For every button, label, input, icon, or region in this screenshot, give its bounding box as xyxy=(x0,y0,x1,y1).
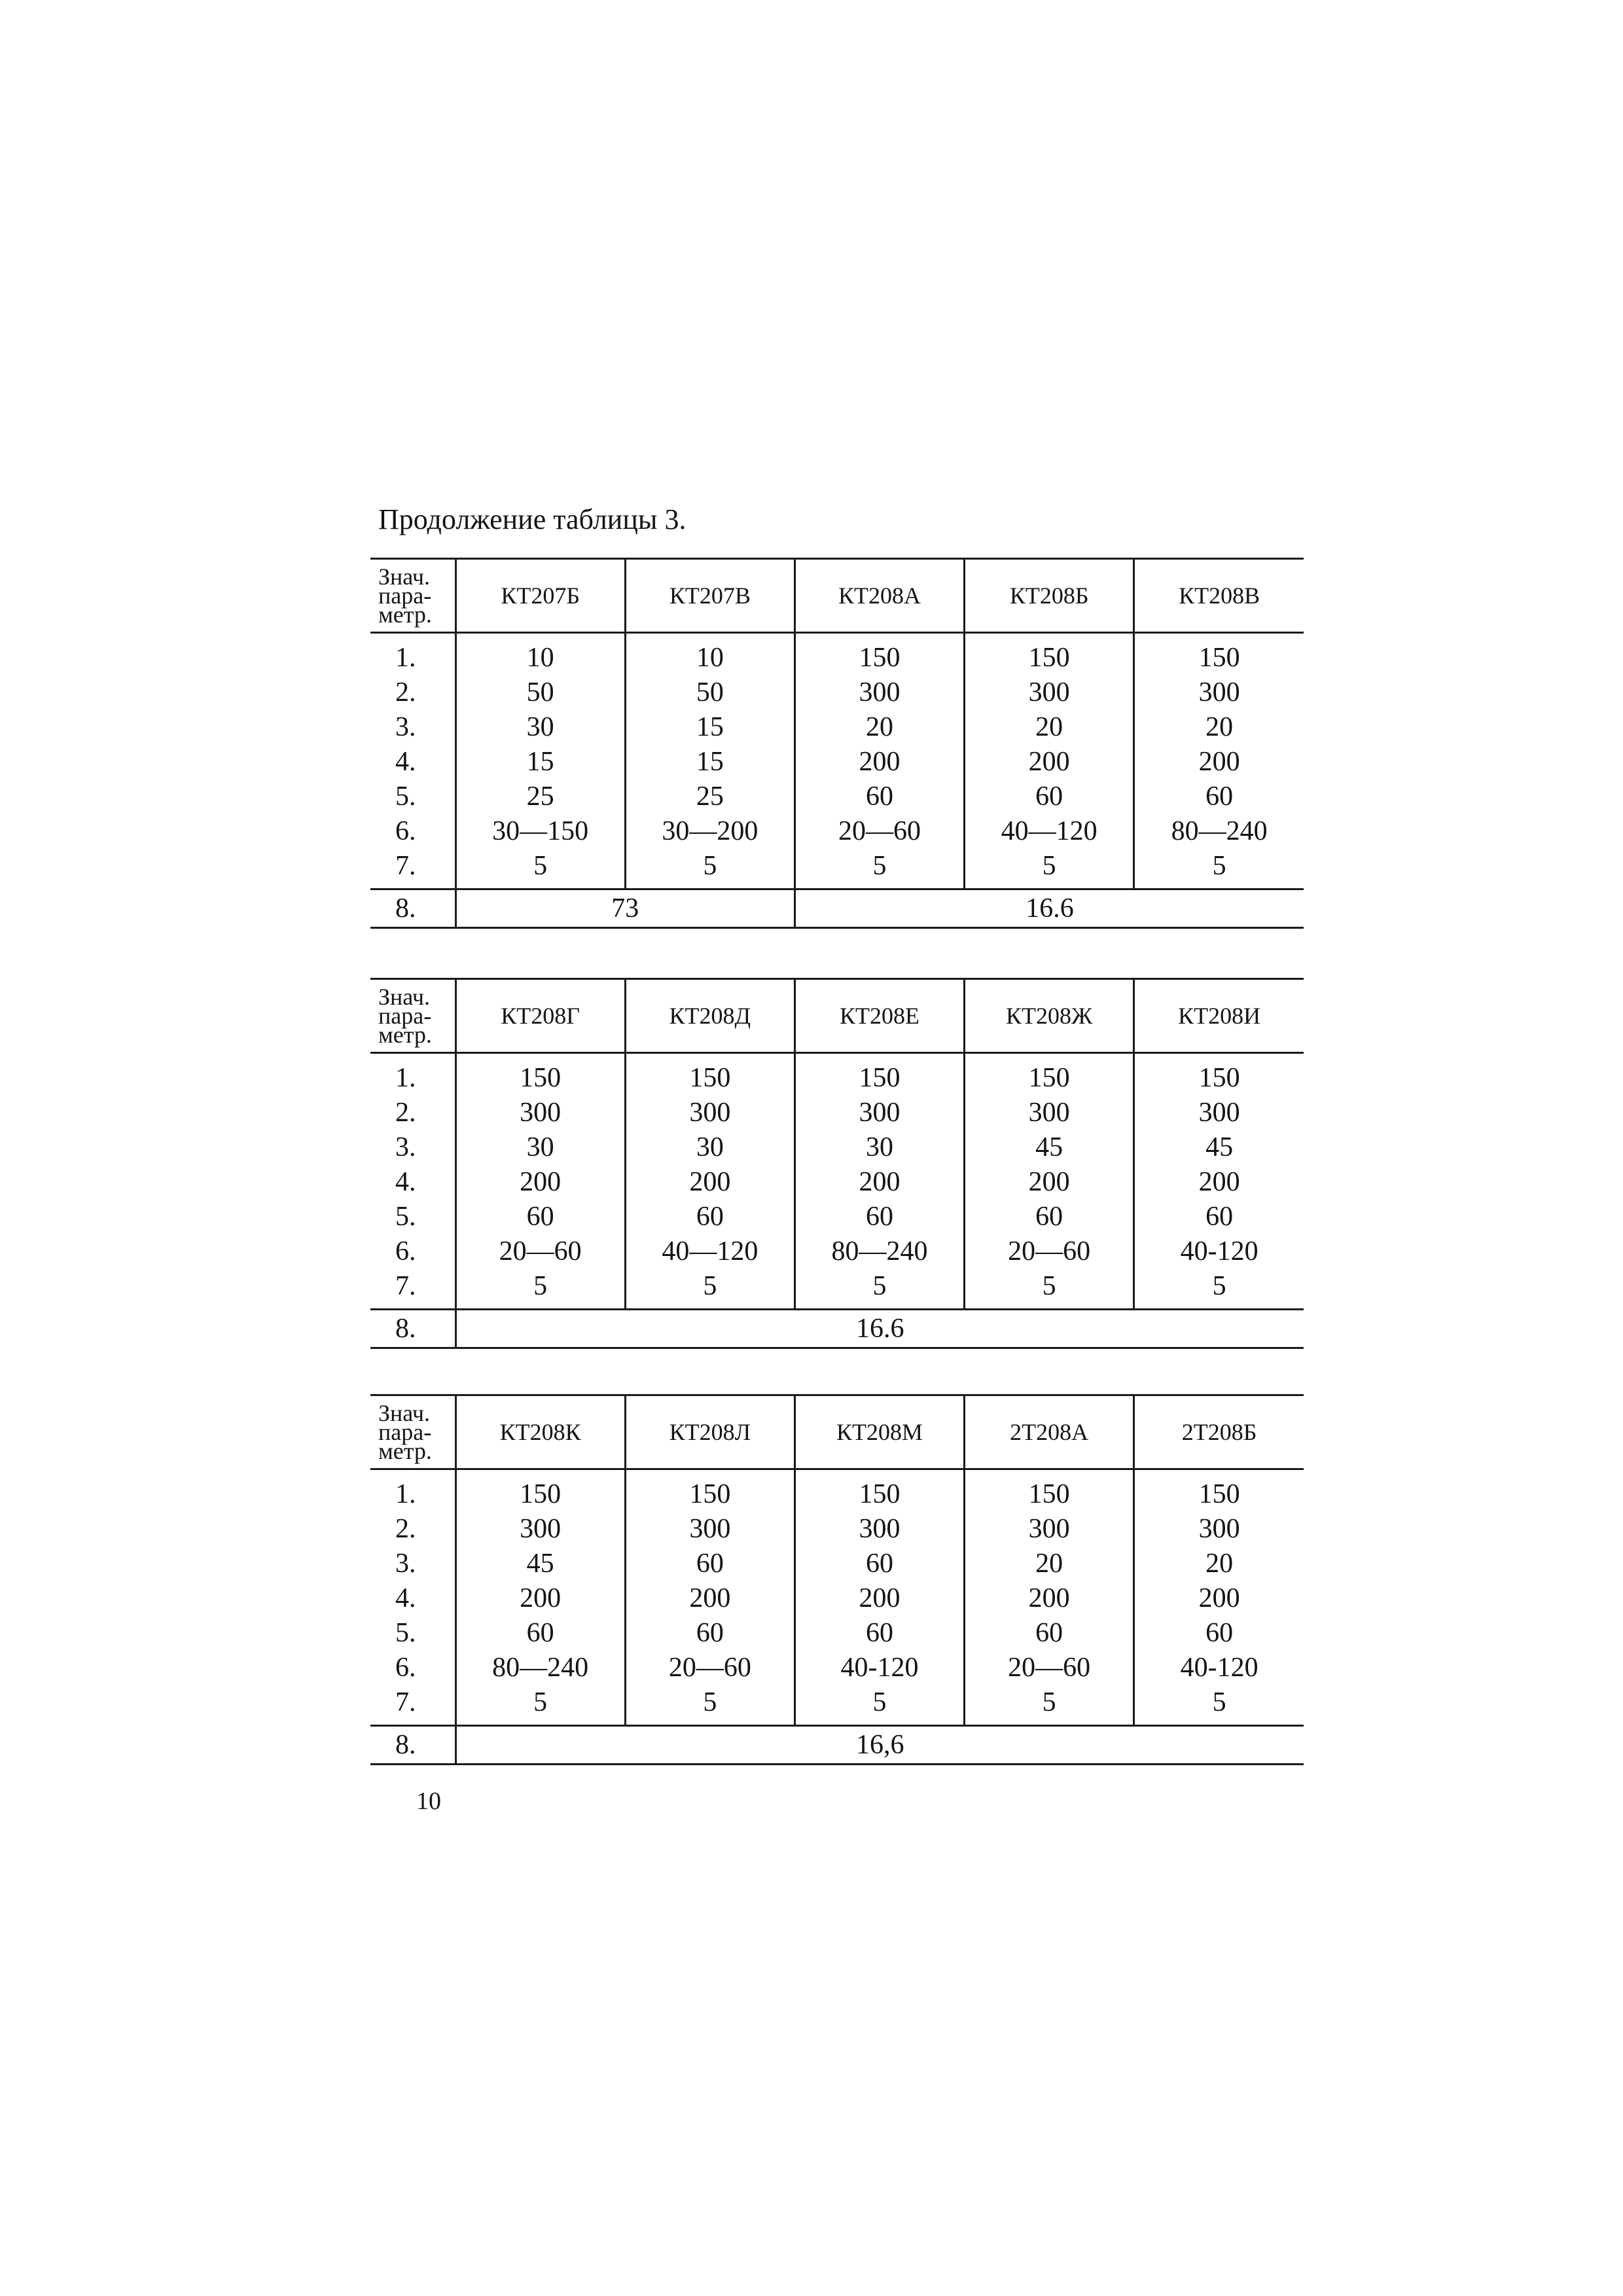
table-cell: 60 xyxy=(625,1199,794,1234)
table-cell: 300 xyxy=(1134,1095,1304,1130)
table-cell: 300 xyxy=(625,1511,794,1546)
row-number: 2. xyxy=(395,1513,416,1544)
table-cell: 150 xyxy=(965,1053,1134,1096)
table-cell: 300 xyxy=(965,675,1134,709)
table-cell: 150 xyxy=(1134,1053,1304,1096)
row-number: 1. xyxy=(395,642,416,673)
table-row xyxy=(370,1469,1304,1512)
table-cell: 30 xyxy=(455,709,625,744)
table-cell: 150 xyxy=(625,1469,794,1512)
table-cell: 15 xyxy=(455,744,625,779)
table-row xyxy=(370,1199,1304,1234)
table-row xyxy=(370,1546,1304,1581)
table-cell: 60 xyxy=(794,1199,964,1234)
footer-value: 16.6 xyxy=(455,1310,1304,1348)
table-row xyxy=(370,848,1304,889)
table-cell: 5 xyxy=(965,1268,1134,1310)
table-cell: 5 xyxy=(625,1268,794,1310)
row-number: 8. xyxy=(370,889,455,928)
table-cell: 150 xyxy=(455,1469,625,1512)
table-cell: 5 xyxy=(794,1268,964,1310)
row-number: 2. xyxy=(395,677,416,708)
row-number: 7. xyxy=(395,850,416,881)
table-cell: 200 xyxy=(1134,1581,1304,1615)
table-header-row xyxy=(370,1395,1304,1469)
table-cell: 60 xyxy=(965,1199,1134,1234)
table-cell: 5 xyxy=(1134,848,1304,889)
table-cell: 30 xyxy=(455,1130,625,1164)
row-number: 4. xyxy=(395,1166,416,1197)
table-cell: 200 xyxy=(455,1581,625,1615)
table-cell: 300 xyxy=(965,1511,1134,1546)
row-number: 5. xyxy=(395,1201,416,1232)
table-footer-row xyxy=(370,1310,1304,1348)
table-cell: 60 xyxy=(965,779,1134,814)
table-cell: 60 xyxy=(965,1615,1134,1650)
table-footer-row xyxy=(370,1726,1304,1765)
table-caption: Продолжение таблицы 3. xyxy=(378,503,687,535)
table-cell: 300 xyxy=(965,1095,1134,1130)
table-cell: 200 xyxy=(965,744,1134,779)
table-cell: 20—60 xyxy=(965,1650,1134,1685)
table-cell: 5 xyxy=(965,1685,1134,1726)
table-cell: 10 xyxy=(455,633,625,675)
table-cell: 300 xyxy=(455,1095,625,1130)
table-cell: 60 xyxy=(794,779,964,814)
table-cell: 300 xyxy=(794,675,964,709)
table-row xyxy=(370,1581,1304,1615)
table-cell: 150 xyxy=(1134,633,1304,675)
table-cell: 40-120 xyxy=(794,1650,964,1685)
row-number: 1. xyxy=(395,1479,416,1509)
table-row xyxy=(370,1685,1304,1726)
table-cell: 300 xyxy=(1134,1511,1304,1546)
table-cell: 150 xyxy=(794,633,964,675)
table-row xyxy=(370,814,1304,848)
column-header: КТ208Б xyxy=(965,559,1134,633)
table-cell: 150 xyxy=(455,1053,625,1096)
table-cell: 30—150 xyxy=(455,814,625,848)
table-cell: 80—240 xyxy=(794,1234,964,1268)
row-number: 5. xyxy=(395,781,416,812)
table-cell: 200 xyxy=(455,1164,625,1199)
table-cell: 5 xyxy=(455,848,625,889)
table-row xyxy=(370,1650,1304,1685)
table-cell: 40-120 xyxy=(1134,1650,1304,1685)
table-cell: 60 xyxy=(1134,1615,1304,1650)
parameter-table-3 xyxy=(370,1394,1304,1765)
row-number: 8. xyxy=(370,1726,455,1765)
table-row xyxy=(370,1053,1304,1096)
table-cell: 200 xyxy=(625,1581,794,1615)
column-header: КТ207В xyxy=(625,559,794,633)
table-cell: 150 xyxy=(1134,1469,1304,1512)
row-number: 4. xyxy=(395,1583,416,1613)
table-cell: 300 xyxy=(1134,675,1304,709)
table-cell: 40—120 xyxy=(625,1234,794,1268)
parameter-table-2 xyxy=(370,978,1304,1349)
table-cell: 200 xyxy=(1134,1164,1304,1199)
table-cell: 15 xyxy=(625,709,794,744)
column-header: 2Т208Б xyxy=(1134,1395,1304,1469)
table-cell: 20 xyxy=(965,709,1134,744)
table-cell: 45 xyxy=(1134,1130,1304,1164)
table-cell: 200 xyxy=(794,1581,964,1615)
table-cell: 60 xyxy=(625,1546,794,1581)
table-row xyxy=(370,1130,1304,1164)
row-number: 7. xyxy=(395,1270,416,1301)
table-cell: 45 xyxy=(965,1130,1134,1164)
table-cell: 45 xyxy=(455,1546,625,1581)
table-cell: 300 xyxy=(455,1511,625,1546)
table-cell: 5 xyxy=(965,848,1134,889)
table-cell: 20—60 xyxy=(794,814,964,848)
table-cell: 20 xyxy=(1134,1546,1304,1581)
table-cell: 5 xyxy=(625,848,794,889)
column-header: КТ208Ж xyxy=(965,979,1134,1053)
column-header: КТ208Л xyxy=(625,1395,794,1469)
parameter-label-header: Знач. пара- метр. xyxy=(370,559,455,633)
table-cell: 150 xyxy=(794,1469,964,1512)
table-cell: 60 xyxy=(794,1546,964,1581)
table-row xyxy=(370,1511,1304,1546)
parameter-table-1 xyxy=(370,558,1304,929)
row-number: 1. xyxy=(395,1062,416,1093)
table-cell: 25 xyxy=(625,779,794,814)
column-header: КТ208Г xyxy=(455,979,625,1053)
table-cell: 200 xyxy=(625,1164,794,1199)
table-cell: 200 xyxy=(965,1164,1134,1199)
row-number: 8. xyxy=(370,1310,455,1348)
table-cell: 60 xyxy=(1134,1199,1304,1234)
row-number: 3. xyxy=(395,1132,416,1162)
table-cell: 20—60 xyxy=(965,1234,1134,1268)
column-header: КТ207Б xyxy=(455,559,625,633)
table-cell: 5 xyxy=(625,1685,794,1726)
row-number: 6. xyxy=(395,816,416,846)
table-header-row xyxy=(370,559,1304,633)
table-row xyxy=(370,1615,1304,1650)
footer-value: 16.6 xyxy=(794,889,1304,928)
parameter-label-header: Знач. пара- метр. xyxy=(370,979,455,1053)
table-cell: 60 xyxy=(455,1615,625,1650)
table-cell: 20—60 xyxy=(625,1650,794,1685)
table-row xyxy=(370,709,1304,744)
table-cell: 15 xyxy=(625,744,794,779)
table-row xyxy=(370,1095,1304,1130)
column-header: 2Т208А xyxy=(965,1395,1134,1469)
table-footer-row xyxy=(370,889,1304,928)
table-cell: 25 xyxy=(455,779,625,814)
row-number: 6. xyxy=(395,1236,416,1266)
parameter-label-header: Знач. пара- метр. xyxy=(370,1395,455,1469)
table-header-row xyxy=(370,979,1304,1053)
table-cell: 200 xyxy=(794,1164,964,1199)
column-header: КТ208Д xyxy=(625,979,794,1053)
column-header: КТ208А xyxy=(794,559,964,633)
table-cell: 300 xyxy=(625,1095,794,1130)
table-cell: 30 xyxy=(794,1130,964,1164)
table-cell: 300 xyxy=(794,1095,964,1130)
table-row xyxy=(370,633,1304,675)
table-cell: 40-120 xyxy=(1134,1234,1304,1268)
table-cell: 150 xyxy=(625,1053,794,1096)
table-cell: 80—240 xyxy=(1134,814,1304,848)
footer-value: 73 xyxy=(455,889,794,928)
table-cell: 20 xyxy=(794,709,964,744)
table-cell: 150 xyxy=(965,633,1134,675)
table-cell: 150 xyxy=(965,1469,1134,1512)
table-cell: 200 xyxy=(965,1581,1134,1615)
table-cell: 5 xyxy=(1134,1685,1304,1726)
row-number: 2. xyxy=(395,1097,416,1128)
table-cell: 50 xyxy=(625,675,794,709)
row-number: 6. xyxy=(395,1652,416,1683)
page-number: 10 xyxy=(416,1787,441,1815)
footer-value: 16,6 xyxy=(455,1726,1304,1765)
table-row xyxy=(370,779,1304,814)
table-cell: 60 xyxy=(794,1615,964,1650)
table-cell: 60 xyxy=(1134,779,1304,814)
table-cell: 80—240 xyxy=(455,1650,625,1685)
table-cell: 20 xyxy=(1134,709,1304,744)
table-cell: 30 xyxy=(625,1130,794,1164)
row-number: 5. xyxy=(395,1617,416,1648)
table-cell: 200 xyxy=(794,744,964,779)
table-cell: 50 xyxy=(455,675,625,709)
column-header: КТ208К xyxy=(455,1395,625,1469)
table-cell: 10 xyxy=(625,633,794,675)
column-header: КТ208М xyxy=(794,1395,964,1469)
table-cell: 5 xyxy=(455,1685,625,1726)
table-cell: 5 xyxy=(794,1685,964,1726)
table-row xyxy=(370,1268,1304,1310)
table-cell: 60 xyxy=(455,1199,625,1234)
table-cell: 5 xyxy=(794,848,964,889)
row-number: 7. xyxy=(395,1687,416,1717)
table-cell: 300 xyxy=(794,1511,964,1546)
table-cell: 200 xyxy=(1134,744,1304,779)
table-row xyxy=(370,1164,1304,1199)
table-cell: 20 xyxy=(965,1546,1134,1581)
table-row xyxy=(370,1234,1304,1268)
table-cell: 20—60 xyxy=(455,1234,625,1268)
table-cell: 5 xyxy=(455,1268,625,1310)
table-row xyxy=(370,744,1304,779)
table-cell: 150 xyxy=(794,1053,964,1096)
column-header: КТ208В xyxy=(1134,559,1304,633)
table-cell: 60 xyxy=(625,1615,794,1650)
table-cell: 30—200 xyxy=(625,814,794,848)
column-header: КТ208Е xyxy=(794,979,964,1053)
row-number: 4. xyxy=(395,746,416,777)
table-cell: 5 xyxy=(1134,1268,1304,1310)
row-number: 3. xyxy=(395,711,416,742)
table-cell: 40—120 xyxy=(965,814,1134,848)
column-header: КТ208И xyxy=(1134,979,1304,1053)
row-number: 3. xyxy=(395,1548,416,1579)
table-row xyxy=(370,675,1304,709)
